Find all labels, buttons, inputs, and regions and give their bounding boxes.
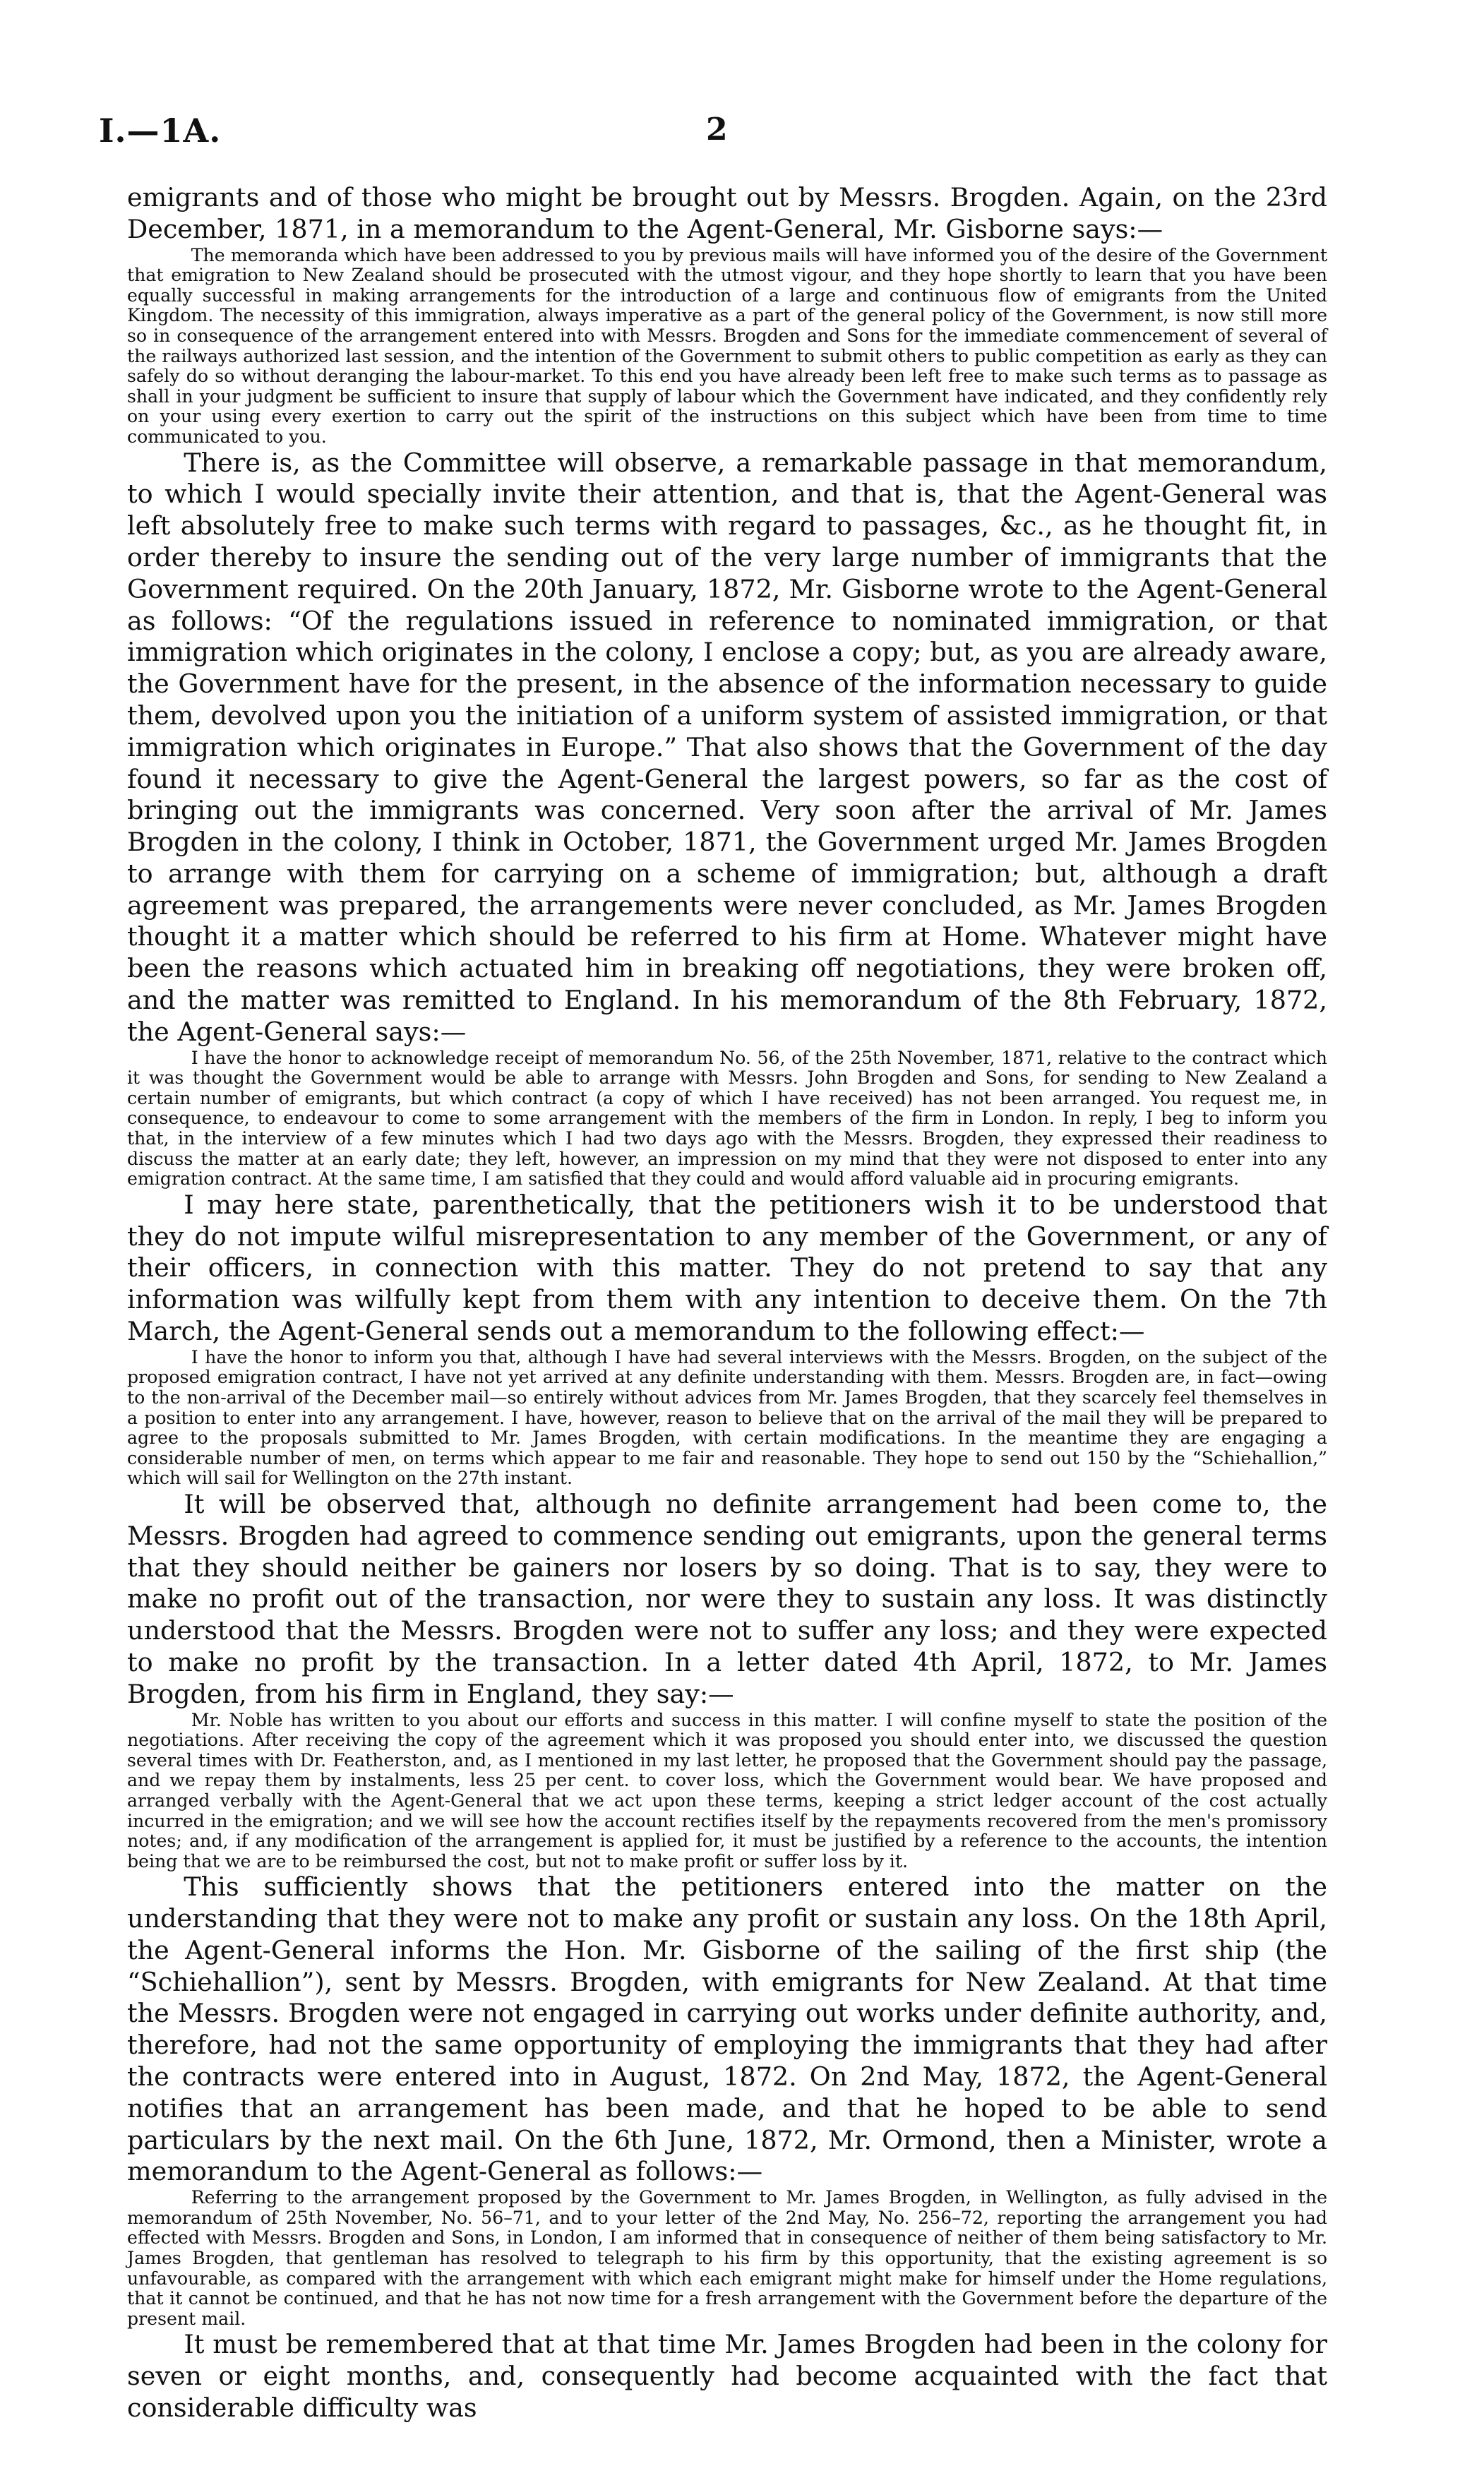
body-paragraph: It must be remembered that at that time Mr. James Brogden had been in the colony for seven or eight months, and, consequently had become acquainted with the fact that considerable difficulty was	[127, 2329, 1327, 2424]
quoted-memorandum: I have the honor to inform you that, although I have had several interviews with the Messrs. Brogden, on the subject of the proposed emigration contract, I have not yet arrived at any definite understanding with them. Messrs. Brogden are, in fact—owing to the non-arrival of the December mail—so entirely without advices from Mr. James Brogden, that they scarcely feel themselves in a position to enter into any arrangement. I have, however, reason to believe that on the arrival of the mail they will be prepared to agree to the proposals submitted to Mr. James Brogden, with certain modifications. In the meantime they are engaging a considerable number of men, on terms which appear to me fair and reasonable. They hope to send out 150 by the “Schiehallion,” which will sail for Wellington on the 27th instant.	[127, 1346, 1327, 1489]
page-body	[127, 182, 1327, 2424]
quoted-letter: Mr. Noble has written to you about our efforts and success in this matter. I will confine myself to state the position of the negotiations. After receiving the copy of the agreement which it was proposed you should enter into, we discussed the question several times with Dr. Featherston, and, as I mentioned in my last letter, he proposed that the Government should pay the passage, and we repay them by instalments, less 25 per cent. to cover loss, which the Government would bear. We have proposed and arranged verbally with the Agent-General that we act upon these terms, keeping a strict ledger account of the cost actually incurred in the emigration; and we will see how the account rectifies itself by the repayments recovered from the men's promissory notes; and, if any modification of the arrangement is applied for, it must be justified by a reference to the accounts, the intention being that we are to be reimbursed the cost, but not to make profit or suffer loss by it.	[127, 1709, 1327, 1872]
quoted-memorandum: I have the honor to acknowledge receipt of memorandum No. 56, of the 25th November, 1871, relative to the contract which it was thought the Government would be able to arrange with Messrs. John Brogden and Sons, for sending to New Zealand a certain number of emigrants, but which contract (a copy of which I have received) has not been arranged. You request me, in consequence, to endeavour to come to some arrangement with the members of the firm in London. In reply, I beg to inform you that, in the interview of a few minutes which I had two days ago with the Messrs. Brogden, they expressed their readiness to discuss the matter at an early date; they left, however, an impression on my mind that they were not disposed to enter into any emigration contract. At the same time, I am satisfied that they could and would afford valuable aid in procuring emigrants.	[127, 1047, 1327, 1190]
body-paragraph: There is, as the Committee will observe, a remarkable passage in that memorandum, to which I would specially invite their attention, and that is, that the Agent-General was left absolutely free to make such terms with regard to passages, &c., as he thought fit, in order thereby to insure the sending out of the very large number of immigrants that the Government required. On the 20th January, 1872, Mr. Gisborne wrote to the Agent-General as follows: “Of the regulations issued in reference to nominated immigration, or that immigration which originates in the colony, I enclose a copy; but, as you are already aware, the Government have for the present, in the absence of the information necessary to guide them, devolved upon you the initiation of a uniform system of assisted immigration, or that immigration which originates in Europe.” That also shows that the Government of the day found it necessary to give the Agent-General the largest powers, so far as the cost of bringing out the immigrants was concerned. Very soon after the arrival of Mr. James Brogden in the colony, I think in October, 1871, the Government urged Mr. James Brogden to arrange with them for carrying on a scheme of immigration; but, although a draft agreement was prepared, the arrangements were never concluded, as Mr. James Brogden thought it a matter which should be referred to his firm at Home. Whatever might have been the reasons which actuated him in breaking off negotiations, they were broken off, and the matter was remitted to England. In his memorandum of the 8th February, 1872, the Agent-General says:—	[127, 447, 1327, 1047]
quoted-memorandum: Referring to the arrangement proposed by the Government to Mr. James Brogden, in Wellington, as fully advised in the memorandum of 25th November, No. 56–71, and to your letter of the 2nd May, No. 256–72, reporting the arrangement you had effected with Messrs. Brogden and Sons, in London, I am informed that in consequence of neither of them being satisfactory to Mr. James Brogden, that gentleman has resolved to telegraph to his firm by this opportunity, that the existing agreement is so unfavourable, as compared with the arrangement with which each emigrant might make for himself under the Home regulations, that it cannot be continued, and that he has not now time for a fresh arrangement with the Government before the departure of the present mail.	[127, 2187, 1327, 2329]
body-paragraph: emigrants and of those who might be brought out by Messrs. Brogden. Again, on the 23rd December, 1871, in a memorandum to the Agent-General, Mr. Gisborne says:—	[127, 182, 1327, 244]
page-number: 2	[706, 112, 728, 148]
section-reference: I.—1A.	[99, 112, 222, 150]
body-paragraph: I may here state, parenthetically, that the petitioners wish it to be understood that they do not impute wilful misrepresentation to any member of the Government, or any of their officers, in connection with this matter. They do not pretend to say that any information was wilfully kept from them with any intention to deceive them. On the 7th March, the Agent-General sends out a memorandum to the following effect:—	[127, 1189, 1327, 1347]
body-paragraph: This sufficiently shows that the petitioners entered into the matter on the understanding that they were not to make any profit or sustain any loss. On the 18th April, the Agent-General informs the Hon. Mr. Gisborne of the sailing of the first ship (the “Schiehallion”), sent by Messrs. Brogden, with emigrants for New Zealand. At that time the Messrs. Brogden were not engaged in carrying out works under definite authority, and, therefore, had not the same opportunity of employing the immigrants that they had after the contracts were entered into in August, 1872. On 2nd May, 1872, the Agent-General notifies that an arrangement has been made, and that he hoped to be able to send particulars by the next mail. On the 6th June, 1872, Mr. Ormond, then a Minister, wrote a memorandum to the Agent-General as follows:—	[127, 1872, 1327, 2187]
running-header	[99, 112, 1327, 168]
body-paragraph: It will be observed that, although no definite arrangement had been come to, the Messrs. Brogden had agreed to commence sending out emigrants, upon the general terms that they should neither be gainers nor losers by so doing. That is to say, they were to make no profit out of the transaction, nor were they to sustain any loss. It was distinctly understood that the Messrs. Brogden were not to suffer any loss; and they were expected to make no profit by the transaction. In a letter dated 4th April, 1872, to Mr. James Brogden, from his firm in England, they say:—	[127, 1488, 1327, 1709]
quoted-memorandum: The memoranda which have been addressed to you by previous mails will have informed you of the desire of the Government that emigration to New Zealand should be prosecuted with the utmost vigour, and they hope shortly to learn that you have been equally successful in making arrangements for the introduction of a large and continuous flow of emigrants from the United Kingdom. The necessity of this immigration, always imperative as a part of the general policy of the Government, is now still more so in consequence of the arrangement entered into with Messrs. Brogden and Sons for the immediate commencement of several of the railways authorized last session, and the intention of the Government to submit others to public competition as early as they can safely do so without deranging the labour-market. To this end you have already been left free to make such terms as to passage as shall in your judgment be sufficient to insure that supply of labour which the Government have indicated, and they confidently rely on your using every exertion to carry out the spirit of the instructions on this subject which have been from time to time communicated to you.	[127, 244, 1327, 447]
